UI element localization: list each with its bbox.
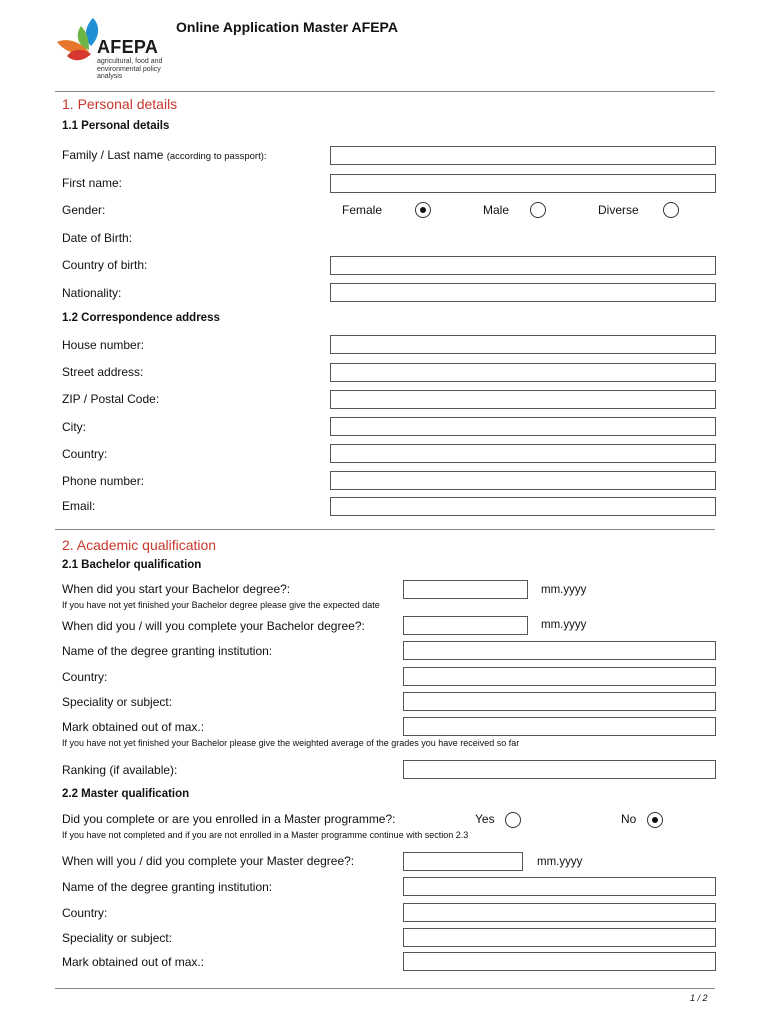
- bachelor-complete-label: When did you / will you complete your Bachelor degree?:: [62, 619, 365, 633]
- subheading-bachelor: 2.1 Bachelor qualification: [62, 559, 202, 571]
- gender-female-label: Female: [342, 203, 383, 217]
- divider: [55, 529, 715, 530]
- master-speciality-field[interactable]: [403, 928, 716, 947]
- bachelor-expected-note: If you have not yet finished your Bachelor degree please give the expected date: [62, 600, 380, 610]
- first-name-field[interactable]: [330, 174, 716, 193]
- bachelor-mark-label: Mark obtained out of max.:: [62, 720, 205, 734]
- master-complete-field[interactable]: [403, 852, 523, 871]
- gender-diverse-label: Diverse: [598, 203, 639, 217]
- country-of-birth-label: Country of birth:: [62, 258, 148, 272]
- ranking-field[interactable]: [403, 760, 716, 779]
- divider: [55, 988, 715, 989]
- master-speciality-label: Speciality or subject:: [62, 931, 173, 945]
- dob-label: Date of Birth:: [62, 231, 133, 245]
- subheading-correspondence-address: 1.2 Correspondence address: [62, 312, 220, 324]
- master-yes-label: Yes: [475, 812, 495, 826]
- country-label: Country:: [62, 447, 108, 461]
- gender-male-radio[interactable]: [530, 202, 546, 218]
- nationality-label: Nationality:: [62, 286, 122, 300]
- bachelor-institution-label: Name of the degree granting institution:: [62, 644, 273, 658]
- first-name-label: First name:: [62, 176, 123, 190]
- family-name-label: Family / Last name (according to passport):: [62, 148, 267, 162]
- master-country-field[interactable]: [403, 903, 716, 922]
- bachelor-country-field[interactable]: [403, 667, 716, 686]
- bachelor-complete-field[interactable]: [403, 616, 528, 635]
- section-heading-personal: 1. Personal details: [62, 96, 178, 112]
- gender-male-label: Male: [483, 203, 510, 217]
- page-number: 1 / 2: [690, 993, 708, 1003]
- phone-label: Phone number:: [62, 474, 145, 488]
- master-note: If you have not completed and if you are not enrolled in a Master programme continue with section 2.3: [62, 830, 469, 840]
- gender-diverse-radio[interactable]: [663, 202, 679, 218]
- bachelor-speciality-field[interactable]: [403, 692, 716, 711]
- nationality-field[interactable]: [330, 283, 716, 302]
- zip-label: ZIP / Postal Code:: [62, 392, 160, 406]
- zip-field[interactable]: [330, 390, 716, 409]
- master-institution-field[interactable]: [403, 877, 716, 896]
- bachelor-start-unit: mm.yyyy: [541, 584, 587, 596]
- bachelor-complete-unit: mm.yyyy: [541, 619, 587, 631]
- page-title: Online Application Master AFEPA: [176, 19, 398, 35]
- master-no-label: No: [621, 812, 637, 826]
- master-country-label: Country:: [62, 906, 108, 920]
- country-field[interactable]: [330, 444, 716, 463]
- family-name-field[interactable]: [330, 146, 716, 165]
- bachelor-mark-field[interactable]: [403, 717, 716, 736]
- bachelor-speciality-label: Speciality or subject:: [62, 695, 173, 709]
- subheading-personal-details: 1.1 Personal details: [62, 120, 170, 132]
- subheading-master: 2.2 Master qualification: [62, 788, 190, 800]
- bachelor-institution-field[interactable]: [403, 641, 716, 660]
- street-address-label: Street address:: [62, 365, 144, 379]
- master-institution-label: Name of the degree granting institution:: [62, 880, 273, 894]
- logo-name: AFEPA: [97, 37, 159, 57]
- email-field[interactable]: [330, 497, 716, 516]
- phone-field[interactable]: [330, 471, 716, 490]
- master-no-radio[interactable]: [647, 812, 663, 828]
- street-address-field[interactable]: [330, 363, 716, 382]
- bachelor-mark-note: If you have not yet finished your Bachelor please give the weighted average of the grades you have received so far: [62, 738, 520, 748]
- master-yes-radio[interactable]: [505, 812, 521, 828]
- divider: [55, 91, 715, 92]
- gender-female-radio[interactable]: [415, 202, 431, 218]
- master-mark-label: Mark obtained out of max.:: [62, 955, 205, 969]
- email-label: Email:: [62, 499, 96, 513]
- family-name-hint: (according to passport):: [166, 151, 267, 162]
- master-complete-label: When will you / did you complete your Master degree?:: [62, 854, 355, 868]
- country-of-birth-field[interactable]: [330, 256, 716, 275]
- house-number-field[interactable]: [330, 335, 716, 354]
- bachelor-start-label: When did you start your Bachelor degree?:: [62, 582, 291, 596]
- city-label: City:: [62, 420, 86, 434]
- city-field[interactable]: [330, 417, 716, 436]
- bachelor-start-field[interactable]: [403, 580, 528, 599]
- ranking-label: Ranking (if available):: [62, 763, 178, 777]
- master-complete-unit: mm.yyyy: [537, 856, 583, 868]
- master-question-label: Did you complete or are you enrolled in a Master programme?:: [62, 812, 396, 826]
- gender-label: Gender:: [62, 203, 106, 217]
- logo-tagline: agricultural, food and environmental policy analysis: [97, 58, 163, 80]
- bachelor-country-label: Country:: [62, 670, 108, 684]
- section-heading-academic: 2. Academic qualification: [62, 537, 217, 553]
- house-number-label: House number:: [62, 338, 145, 352]
- master-mark-field[interactable]: [403, 952, 716, 971]
